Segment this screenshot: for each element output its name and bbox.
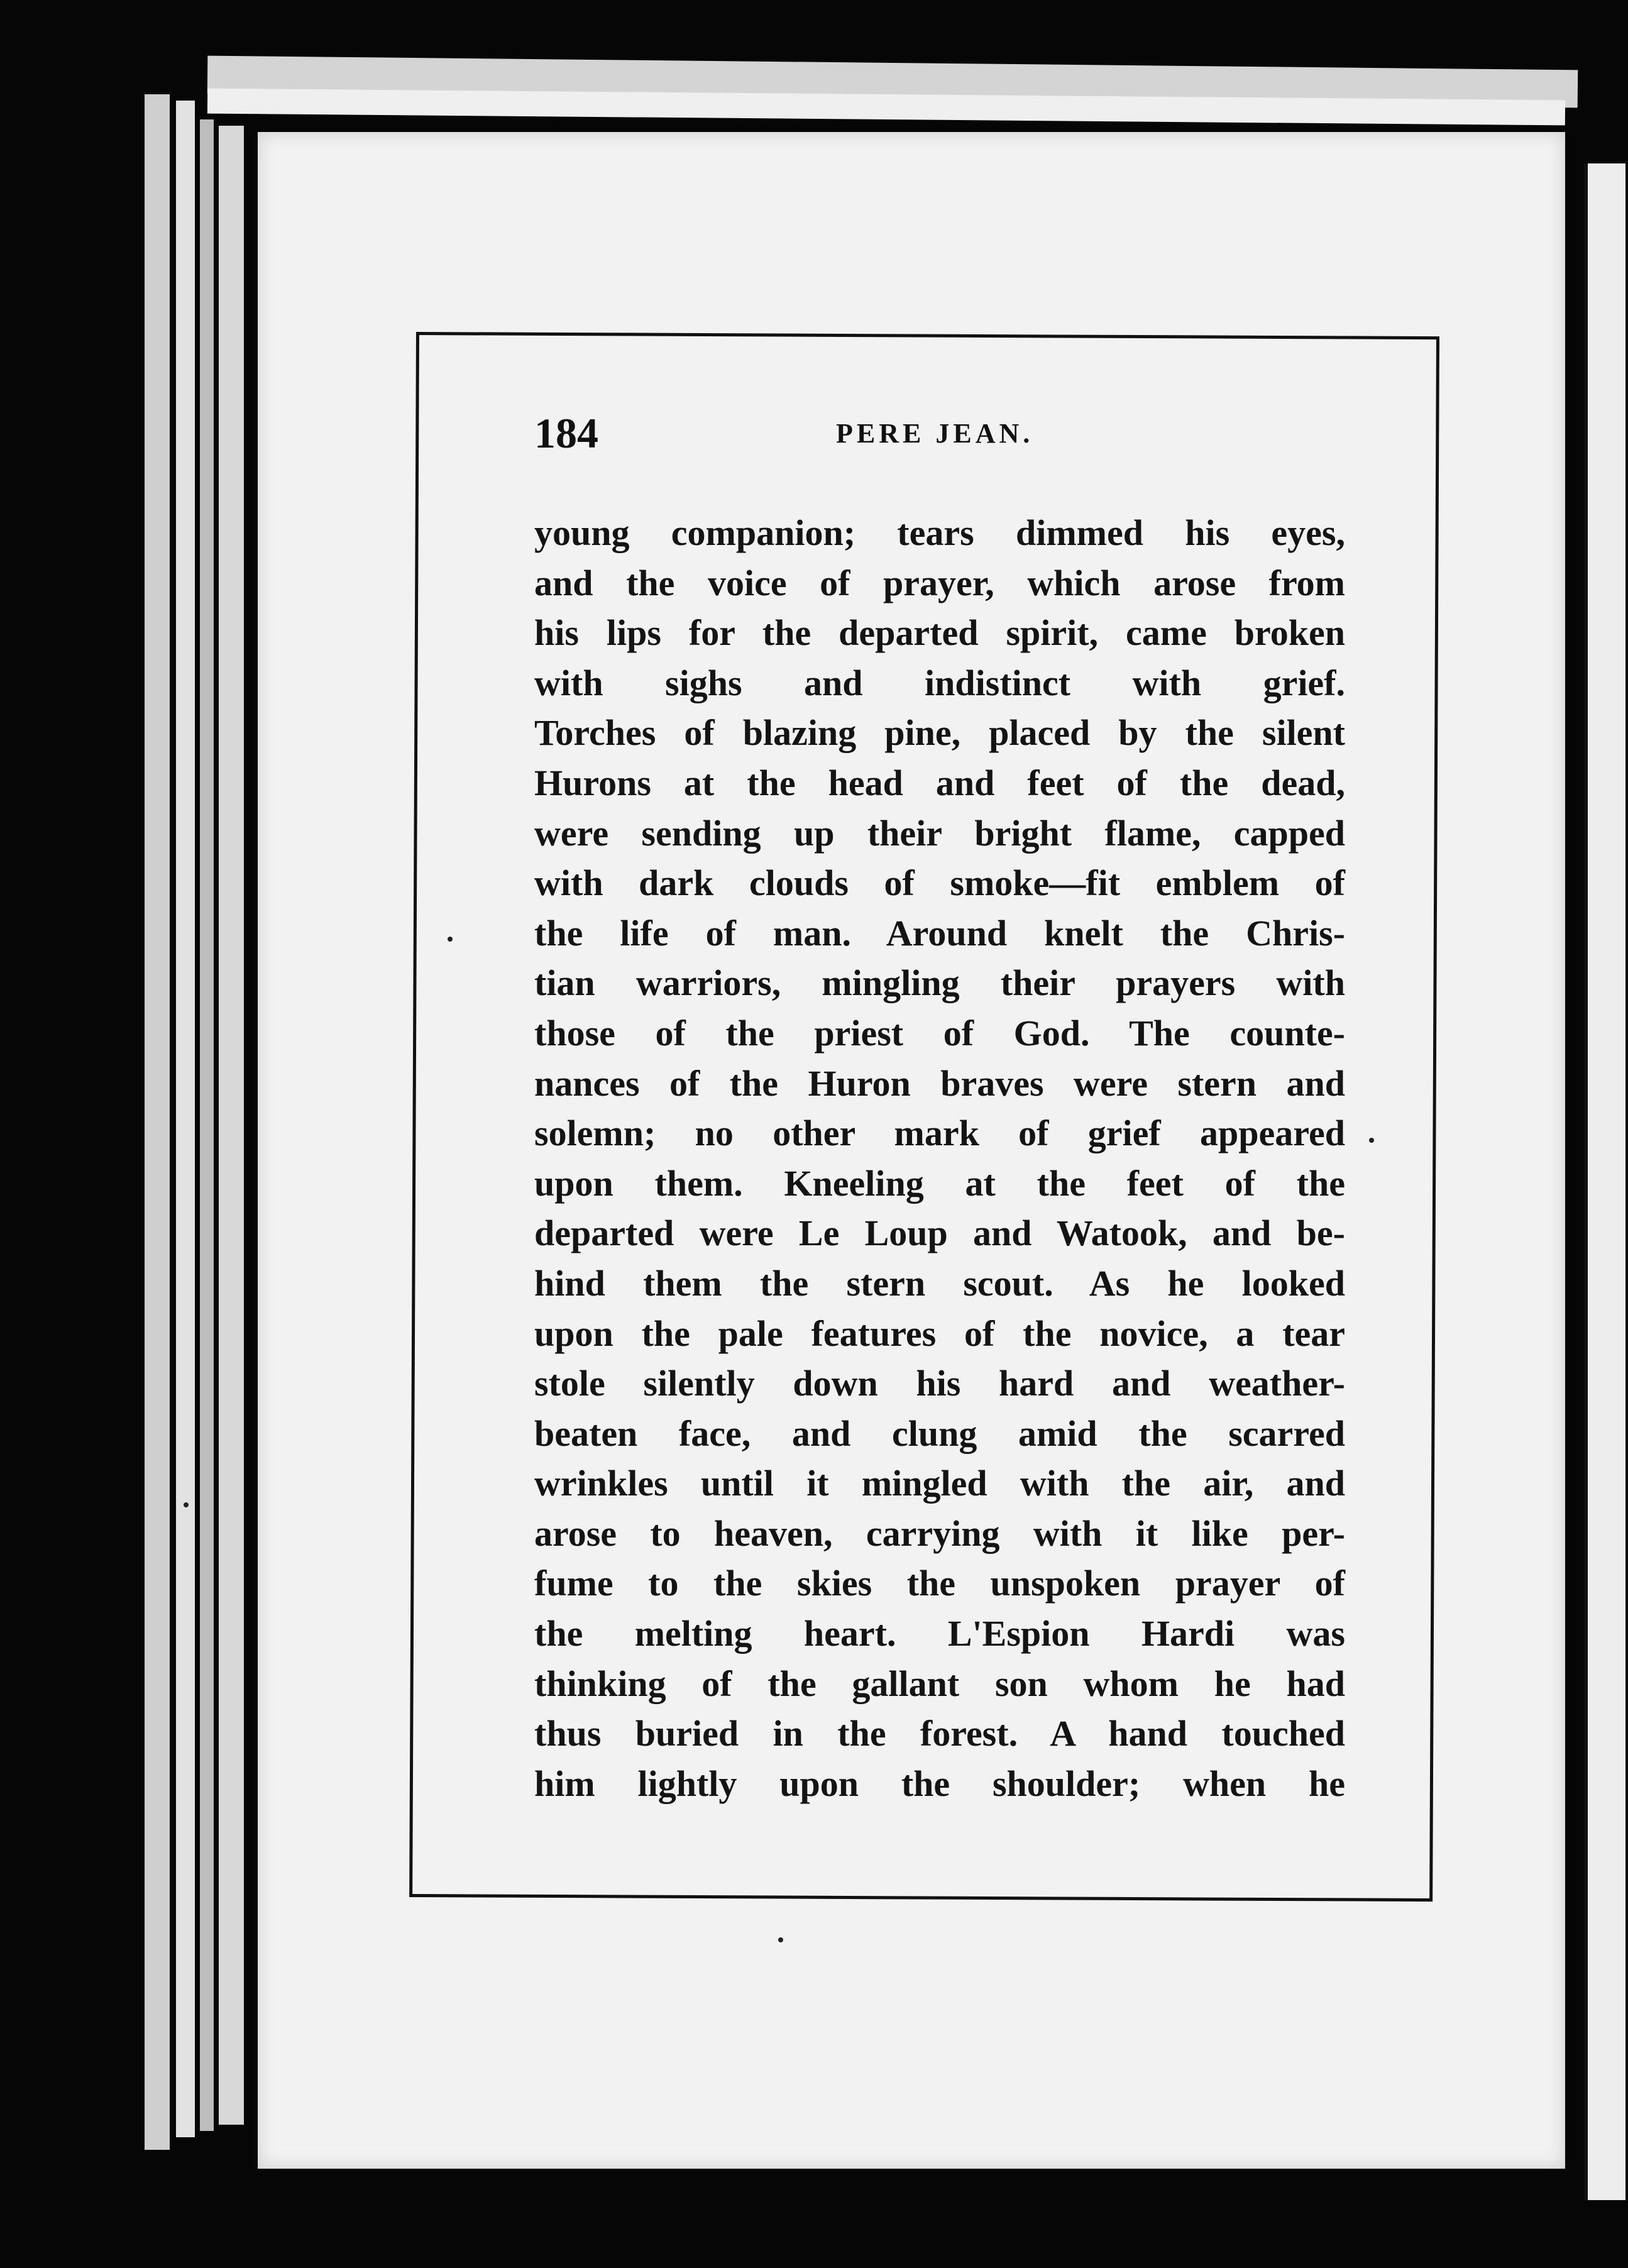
body-text [534,508,1345,1808]
text-line: the melting heart. L'Espion Hardi was [534,1613,1345,1654]
scan-speck [1369,1138,1374,1143]
page-edge-stack [145,94,170,2150]
page-edge-stack [176,101,195,2137]
text-line: departed were Le Loup and Watook, and be- [534,1213,1345,1254]
page-number: 184 [534,409,598,457]
text-line: tian warriors, mingling their prayers with [534,962,1345,1004]
text-line: upon them. Kneeling at the feet of the [534,1162,1345,1204]
text-line: solemn; no other mark of grief appeared [534,1113,1345,1154]
text-line: him lightly upon the shoulder; when he [534,1763,1345,1804]
text-line: wrinkles until it mingled with the air, and [534,1463,1345,1504]
page-edge-stack [200,119,214,2131]
text-line: the life of man. Around knelt the Chris- [534,912,1345,954]
text-line: young companion; tears dimmed his eyes, [534,512,1345,553]
text-line: beaten face, and clung amid the scarred [534,1412,1345,1454]
scan-speck [184,1502,189,1507]
running-title: PERE JEAN. [836,418,1034,449]
running-head [534,409,1345,465]
text-line: those of the priest of God. The counte- [534,1012,1345,1054]
text-line: with sighs and indistinct with grief. [534,662,1345,703]
text-line: with dark clouds of smoke—fit emblem of [534,862,1345,904]
text-line: thinking of the gallant son whom he had [534,1663,1345,1704]
text-line: were sending up their bright flame, capped [534,812,1345,854]
text-line: stole silently down his hard and weather- [534,1363,1345,1404]
text-line: thus buried in the forest. A hand touched [534,1713,1345,1754]
text-line: hind them the stern scout. As he looked [534,1262,1345,1304]
scan-speck [778,1937,783,1942]
text-line: fume to the skies the unspoken prayer of [534,1563,1345,1604]
scan-speck [448,937,453,942]
page-edge-stack [219,126,244,2125]
text-line: and the voice of prayer, which arose from [534,562,1345,603]
text-line: upon the pale features of the novice, a tear [534,1313,1345,1354]
text-line: arose to heaven, carrying with it like per- [534,1512,1345,1554]
facing-page-edge [1584,163,1625,2200]
text-line: his lips for the departed spirit, came broken [534,612,1345,654]
text-line: nances of the Huron braves were stern and [534,1062,1345,1104]
text-line: Hurons at the head and feet of the dead, [534,762,1345,803]
text-line: Torches of blazing pine, placed by the silent [534,712,1345,754]
